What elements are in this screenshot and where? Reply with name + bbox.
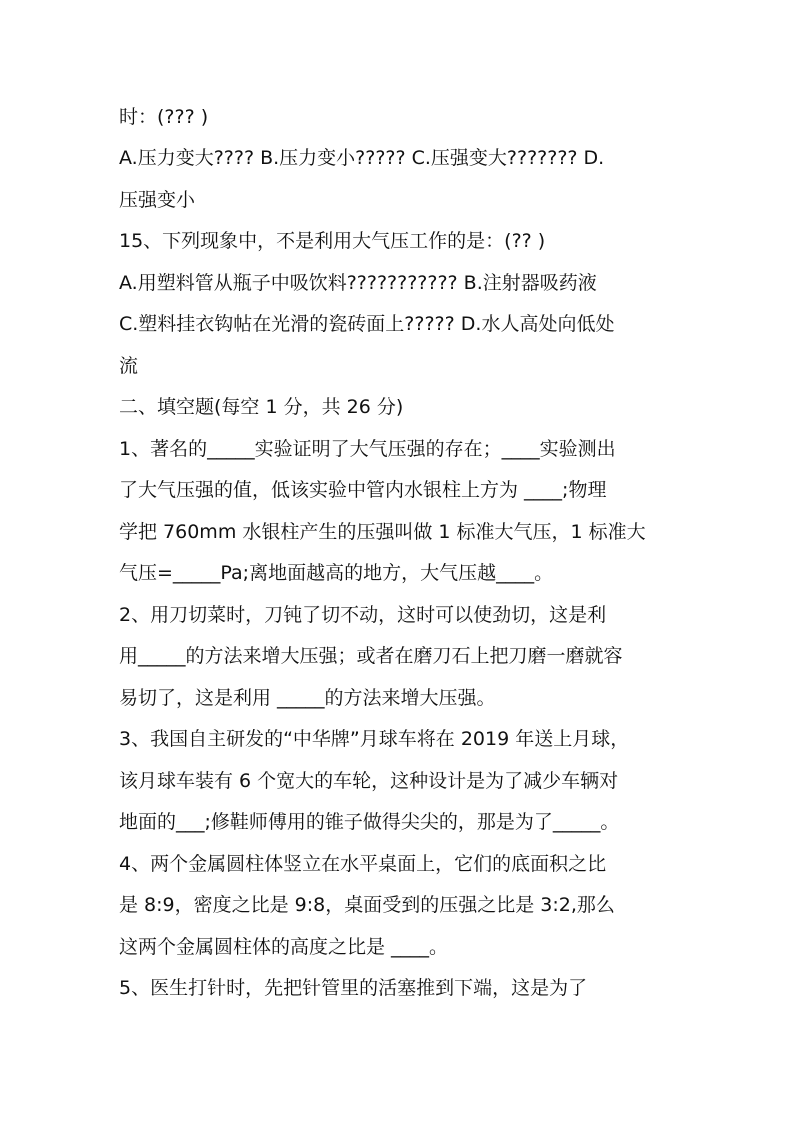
text-line: 时：(??? ) bbox=[119, 106, 209, 128]
text-line: 地面的___;修鞋师傅用的锥子做得尖尖的，那是为了_____。 bbox=[119, 811, 620, 833]
text-line: 气压=_____Pa;离地面越高的地方，大气压越____。 bbox=[119, 562, 554, 584]
question-4: 4、两个金属圆柱体竖立在水平桌面上，它们的底面积之比 bbox=[119, 853, 607, 875]
text-line: 易切了，这是利用 _____的方法来增大压强。 bbox=[119, 687, 496, 709]
text-line: 用_____的方法来增大压强；或者在磨刀石上把刀磨一磨就容 bbox=[119, 645, 623, 667]
question-2: 2、用刀切菜时，刀钝了切不动，这时可以使劲切，这是利 bbox=[119, 604, 607, 626]
text-line: C.塑料挂衣钩帖在光滑的瓷砖面上????? D.水人高处向低处 bbox=[119, 313, 615, 335]
question-1: 1、著名的_____实验证明了大气压强的存在；____实验测出 bbox=[119, 438, 616, 460]
section-heading: 二、填空题(每空 1 分，共 26 分) bbox=[119, 396, 404, 418]
text-line: 该月球车装有 6 个宽大的车轮，这种设计是为了减少车辆对 bbox=[119, 770, 619, 792]
text-line: 是 8:9，密度之比是 9:8，桌面受到的压强之比是 3:2,那么 bbox=[119, 894, 615, 916]
question-5: 5、医生打针时，先把针管里的活塞推到下端，这是为了 bbox=[119, 977, 588, 999]
text-line: 学把 760mm 水银柱产生的压强叫做 1 标准大气压，1 标准大 bbox=[119, 521, 646, 543]
question-3: 3、我国自主研发的“中华牌”月球车将在 2019 年送上月球， bbox=[119, 728, 630, 750]
text-line: 压强变小 bbox=[119, 189, 196, 211]
text-line: A.用塑料管从瓶子中吸饮料??????????? B.注射器吸药液 bbox=[119, 272, 597, 294]
text-line: 流 bbox=[119, 355, 139, 377]
text-line: 这两个金属圆柱体的高度之比是 ____。 bbox=[119, 936, 449, 958]
text-line: A.压力变大???? B.压力变小????? C.压强变大??????? D. bbox=[119, 147, 605, 169]
question-15: 15、下列现象中，不是利用大气压工作的是：(?? ) bbox=[119, 230, 546, 252]
text-line: 了大气压强的值，低该实验中管内水银柱上方为 ____;物理 bbox=[119, 479, 607, 501]
